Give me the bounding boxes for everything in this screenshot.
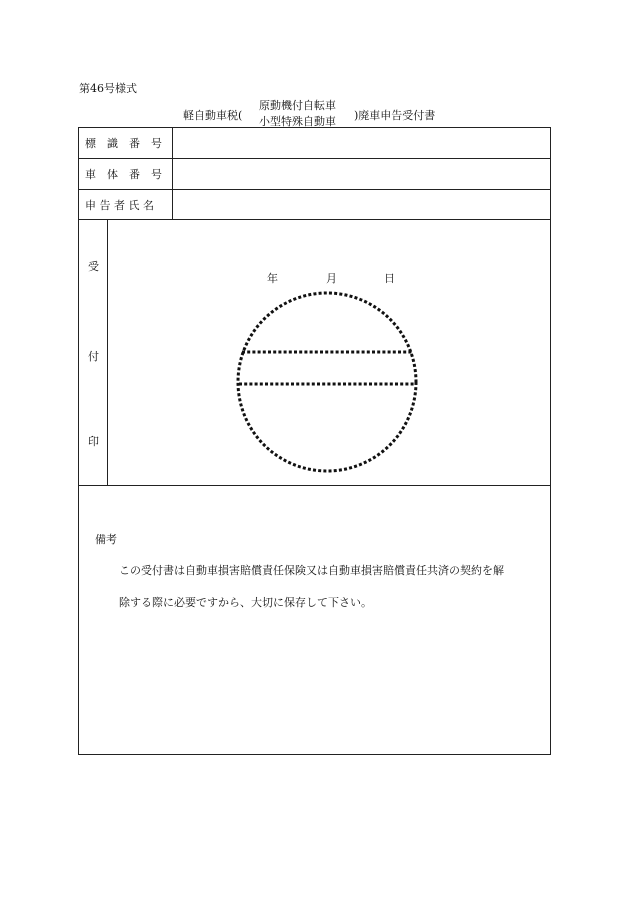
form-table <box>78 127 551 755</box>
applicant-name-field[interactable] <box>173 190 550 219</box>
form-number: 第46号様式 <box>79 82 137 95</box>
notes-line-2: 除する際に必要ですから、大切に保存して下さい。 <box>119 596 372 609</box>
title-prefix: 軽自動車税( <box>183 109 243 122</box>
receipt-stamp-label <box>79 220 108 485</box>
title-option-special-vehicle: 小型特殊自動車 <box>259 115 336 128</box>
title-suffix: )廃車申告受付書 <box>354 109 436 122</box>
chassis-number-field[interactable] <box>173 159 550 189</box>
stamp-char-seal: 印 <box>88 435 99 448</box>
row-chassis-number <box>79 159 550 190</box>
plate-number-field[interactable] <box>173 128 550 158</box>
label-plate-number: 標 識 番 号 <box>79 128 173 158</box>
label-applicant-name: 申 告 者 氏 名 <box>79 190 173 219</box>
date-month-label: 月 <box>326 272 337 285</box>
label-chassis-number: 車 体 番 号 <box>79 159 173 189</box>
date-year-label: 年 <box>267 272 278 285</box>
receipt-stamp-section <box>79 220 550 486</box>
notes-line-1: この受付書は自動車損害賠償責任保険又は自動車損害賠償責任共済の契約を解 <box>119 564 504 577</box>
row-applicant-name <box>79 190 550 220</box>
stamp-char-attach: 付 <box>88 350 99 363</box>
title-option-moped: 原動機付自転車 <box>259 99 336 112</box>
notes-title: 備考 <box>95 533 117 546</box>
date-stamp-circle <box>232 288 422 478</box>
date-day-label: 日 <box>384 272 395 285</box>
row-plate-number <box>79 128 550 159</box>
stamp-char-receive: 受 <box>88 260 99 273</box>
